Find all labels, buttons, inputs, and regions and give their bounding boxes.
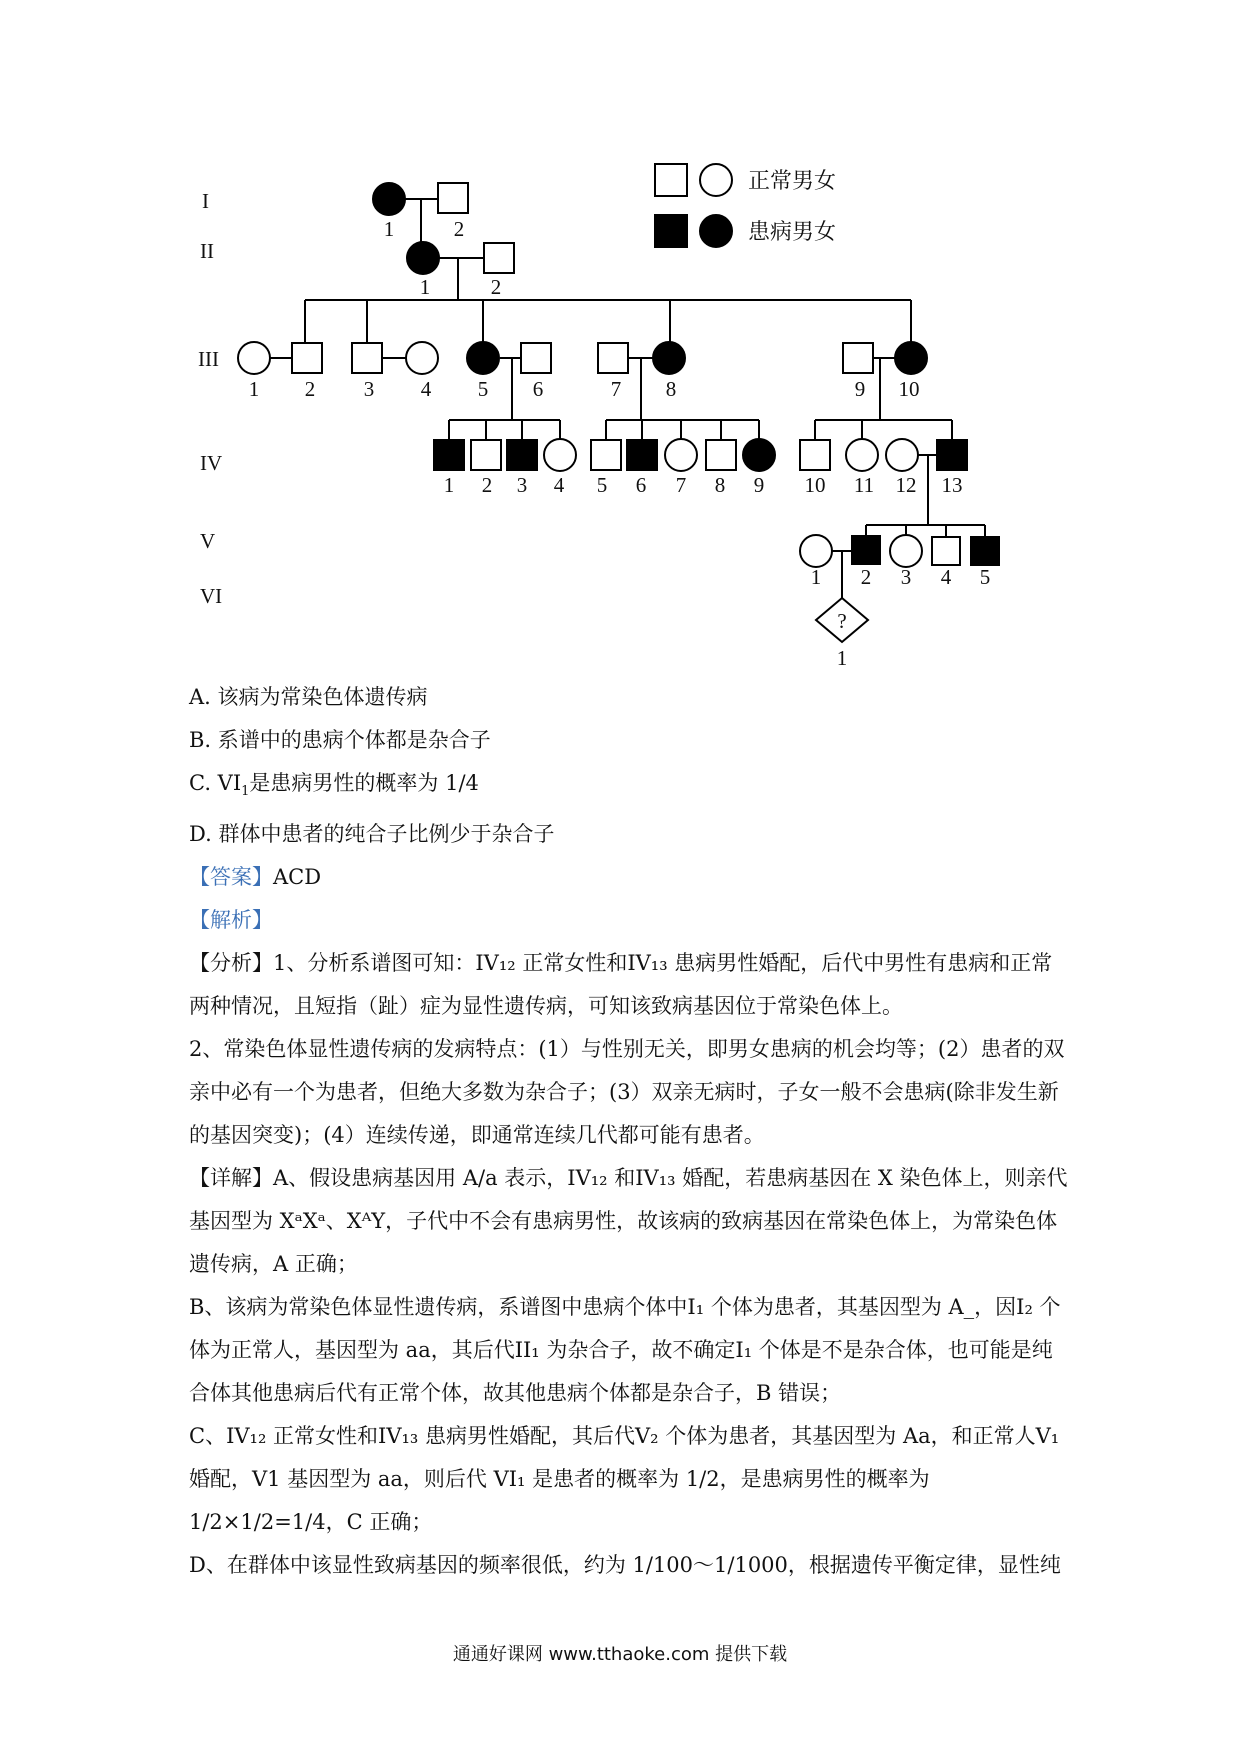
person-V3-normal-female xyxy=(890,535,922,567)
person-I1-affected-female xyxy=(373,183,405,215)
individual-number: 1 xyxy=(383,217,395,241)
analysis-heading xyxy=(189,899,1069,942)
option-c-text: 是患病男性的概率为 1/4 xyxy=(249,771,479,795)
person-IV10-normal-male xyxy=(800,440,830,470)
individual-number: 10 xyxy=(898,377,920,401)
individual-number: 2 xyxy=(453,217,465,241)
individual-number: 5 xyxy=(979,565,991,589)
detail-label: 【详解】 xyxy=(189,1166,273,1191)
person-III1-normal-female xyxy=(238,342,270,374)
person-II2-normal-male xyxy=(484,243,514,273)
individual-number: 2 xyxy=(490,275,502,299)
page-footer: 通通好课网 www.tthaoke.com 提供下载 xyxy=(452,1644,788,1665)
individual-number: 2 xyxy=(481,473,493,497)
pedigree-chart xyxy=(0,0,1240,680)
individual-number: 13 xyxy=(941,473,963,497)
legend-normal-female-symbol xyxy=(700,164,732,196)
person-IV1-affected-male xyxy=(434,440,464,470)
person-V5-affected-male xyxy=(971,537,999,565)
analysis-text-1: 1、分析系谱图可知：IV₁₂ 正常女性和IV₁₃ 患病男性婚配，后代中男性有患病和正常两种情况，且短指（趾）症为显性遗传病，可知该致病基因位于常染色体上。 xyxy=(189,951,1053,1019)
individual-number: 1 xyxy=(419,275,431,299)
individual-number: 2 xyxy=(860,565,872,589)
person-IV11-normal-female xyxy=(846,439,878,471)
individual-number: 1 xyxy=(810,565,822,589)
unknown-mark: ? xyxy=(837,609,847,633)
individual-number: 3 xyxy=(363,377,375,401)
option-a: A. 该病为常染色体遗传病 xyxy=(189,685,428,709)
legend-affected-male-symbol xyxy=(655,215,687,247)
detail-text-a: A、假设患病基因用 A/a 表示，IV₁₂ 和IV₁₃ 婚配，若患病基因在 X 染色体上，则亲代基因型为 XᵃXᵃ、XᴬY，子代中不会有患病男性，故该病的致病基因在常染色体上，为常染色体遗传病，A 正确； xyxy=(189,1166,1068,1277)
individual-number: 9 xyxy=(854,377,866,401)
person-III6-normal-male xyxy=(521,343,551,373)
legend-normal-label: 正常男女 xyxy=(748,169,837,194)
legend-normal-male-symbol xyxy=(655,164,687,196)
individual-number: 6 xyxy=(532,377,544,401)
person-III8-affected-female xyxy=(653,342,685,374)
option-b: B. 系谱中的患病个体都是杂合子 xyxy=(189,728,491,752)
option-d: D. 群体中患者的纯合子比例少于杂合子 xyxy=(189,822,555,847)
legend-affected-label: 患病男女 xyxy=(748,220,837,245)
person-IV9-affected-female xyxy=(743,439,775,471)
person-III3-normal-male xyxy=(352,343,382,373)
individual-number: 3 xyxy=(900,565,912,589)
individual-number: 11 xyxy=(853,473,875,497)
answer-label: 【答案】 xyxy=(189,865,273,890)
person-IV7-normal-female xyxy=(665,439,697,471)
option-c-prefix: C. VI xyxy=(189,771,242,795)
analysis-sub-label: 【分析】 xyxy=(189,951,273,976)
generation-label: III xyxy=(198,347,219,371)
individual-number: 5 xyxy=(477,377,489,401)
individual-number: 2 xyxy=(304,377,316,401)
analysis-paragraph-2: 2、常染色体显性遗传病的发病特点：(1）与性别无关，即男女患病的机会均等；(2）患者的双亲中必有一个为患者，但绝大多数为杂合子；(3）双亲无病时，子女一般不会患病(除非发生新的基因突变)；(4）连续传递，即通常连续几代都可能有患者。 xyxy=(189,1037,1065,1148)
individual-number: 5 xyxy=(596,473,608,497)
individual-number: 1 xyxy=(248,377,260,401)
detail-paragraph-c: C、IV₁₂ 正常女性和IV₁₃ 患病男性婚配，其后代V₂ 个体为患者，其基因型为 Aa，和正常人V₁ 婚配，V1 基因型为 aa，则后代 VI₁ 是患者的概率为 1/2，是患病男性的概率为 1/2×1/2=1/4，C 正确； xyxy=(189,1424,1060,1535)
person-III10-affected-female xyxy=(895,342,927,374)
answer-value: ACD xyxy=(273,865,322,890)
individual-number: 8 xyxy=(665,377,677,401)
individual-number: 4 xyxy=(940,565,952,589)
option-c-subscript: 1 xyxy=(241,784,250,800)
generation-label: V xyxy=(200,529,216,553)
person-V4-normal-male xyxy=(932,537,960,565)
person-IV12-normal-female xyxy=(886,439,918,471)
person-IV4-normal-female xyxy=(544,439,576,471)
person-V2-affected-male xyxy=(852,536,880,564)
individual-number: 7 xyxy=(610,377,622,401)
person-III4-normal-female xyxy=(406,342,438,374)
options-block xyxy=(189,676,1069,1587)
person-III9-normal-male xyxy=(843,343,873,373)
individual-number: 12 xyxy=(895,473,917,497)
individual-number: 8 xyxy=(714,473,726,497)
generation-label: VI xyxy=(200,584,223,608)
person-IV3-affected-male xyxy=(507,440,537,470)
person-IV5-normal-male xyxy=(591,440,621,470)
person-III2-normal-male xyxy=(292,343,322,373)
individual-number: 1 xyxy=(443,473,455,497)
person-IV8-normal-male xyxy=(706,440,736,470)
generation-label: I xyxy=(202,189,209,213)
individual-number: 9 xyxy=(753,473,765,497)
individual-number: 4 xyxy=(553,473,565,497)
generation-label: II xyxy=(200,239,214,263)
person-III7-normal-male xyxy=(598,343,628,373)
person-IV13-affected-male xyxy=(937,440,967,470)
individual-number: 3 xyxy=(516,473,528,497)
individual-number: 6 xyxy=(635,473,647,497)
individual-number: 4 xyxy=(420,377,432,401)
detail-paragraph-d: D、在群体中该显性致病基因的频率很低，约为 1/100～1/1000，根据遗传平衡定律，显性纯 xyxy=(189,1553,1061,1578)
person-II1-affected-female xyxy=(407,242,439,274)
person-I2-normal-male xyxy=(438,183,468,213)
person-III5-affected-female xyxy=(467,342,499,374)
analysis-label: 【解析】 xyxy=(189,908,273,933)
person-IV6-affected-male xyxy=(627,440,657,470)
detail-paragraph-a xyxy=(189,1157,1069,1286)
generation-label: IV xyxy=(200,451,223,475)
analysis-paragraph-1 xyxy=(189,942,1069,1028)
answer-line xyxy=(189,856,1069,899)
person-IV2-normal-male xyxy=(471,440,501,470)
option-c xyxy=(189,762,1069,813)
individual-number: 7 xyxy=(675,473,687,497)
individual-number: 1 xyxy=(836,646,848,670)
detail-paragraph-b: B、该病为常染色体显性遗传病，系谱图中患病个体中I₁ 个体为患者，其基因型为 A_，因I₂ 个体为正常人，基因型为 aa，其后代II₁ 为杂合子，故不确定I₁ 个体是不是杂合体，也可能是纯合体其他患病后代有正常个体，故其他患病个体都是杂合子，B 错误； xyxy=(189,1295,1061,1406)
individual-number: 10 xyxy=(804,473,826,497)
legend-affected-female-symbol xyxy=(700,215,732,247)
person-V1-normal-female xyxy=(800,535,832,567)
